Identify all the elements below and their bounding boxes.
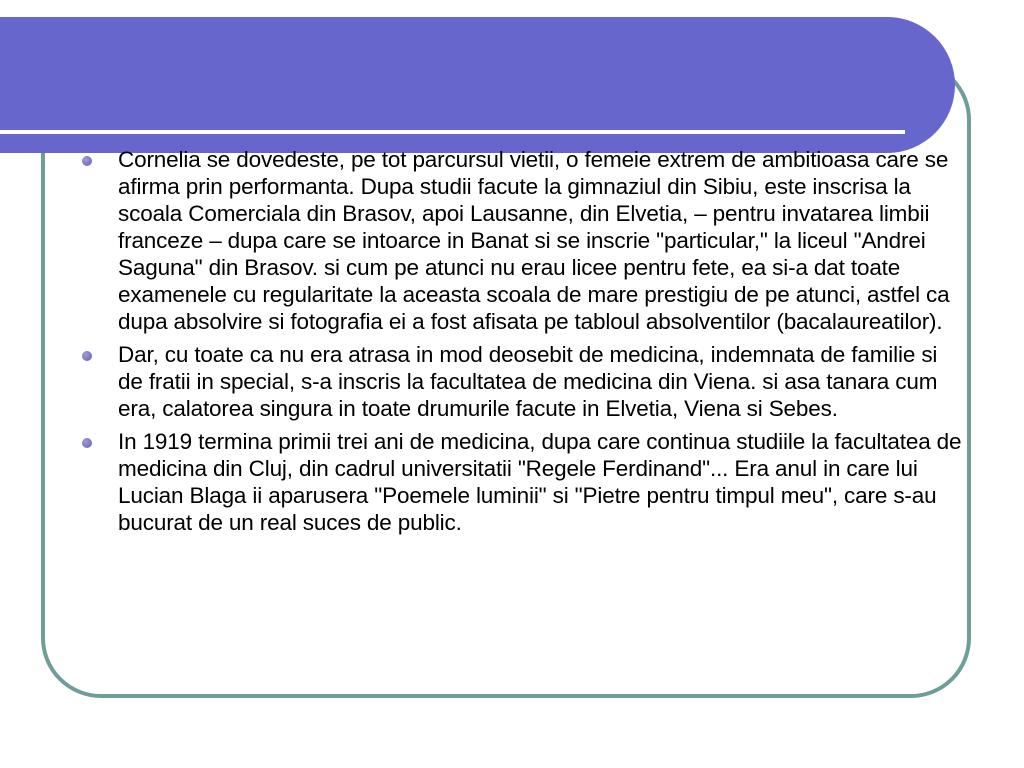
bullet-text: In 1919 termina primii trei ani de medicina, dupa care continua studiile la facultatea de medicina din Cluj, din cadrul universitatii "Regele Ferdinand"... Era anul in care lui Lucian Blaga ii aparusera "Poemele luminii" si "Pietre pentru timpul meu", care s-au bucurat de un real suces de public. bbox=[118, 429, 962, 535]
bullet-dot-icon bbox=[82, 351, 92, 361]
bullet-list bbox=[82, 146, 962, 542]
bullet-item bbox=[82, 146, 962, 335]
bullet-text: Dar, cu toate ca nu era atrasa in mod deosebit de medicina, indemnata de familie si de fratii in special, s-a inscris la facultatea de medicina din Viena. si asa tanara cum era, calatorea singura in toate drumurile facute in Elvetia, Viena si Sebes. bbox=[118, 342, 938, 421]
title-underline bbox=[0, 130, 905, 134]
bullet-dot-icon bbox=[82, 156, 92, 166]
bullet-dot-icon bbox=[82, 438, 92, 448]
bullet-item bbox=[82, 341, 962, 422]
bullet-item bbox=[82, 428, 962, 536]
bullet-text: Cornelia se dovedeste, pe tot parcursul vietii, o femeie extrem de ambitioasa care se afirma prin performanta. Dupa studii facute la gimnaziul din Sibiu, este inscrisa la scoala Comerciala din Brasov, apoi Lausanne, din Elvetia, – pentru invatarea limbii franceze – dupa care se intoarce in Banat si se inscrie "particular," la liceul "Andrei Saguna" din Brasov. si cum pe atunci nu erau licee pentru fete, ea si-a dat toate examenele cu regularitate la aceasta scoala de mare prestigiu de pe atunci, astfel ca dupa absolvire si fotografia ei a fost afisata pe tabloul absolventilor (bacalaureatilor). bbox=[118, 147, 950, 334]
